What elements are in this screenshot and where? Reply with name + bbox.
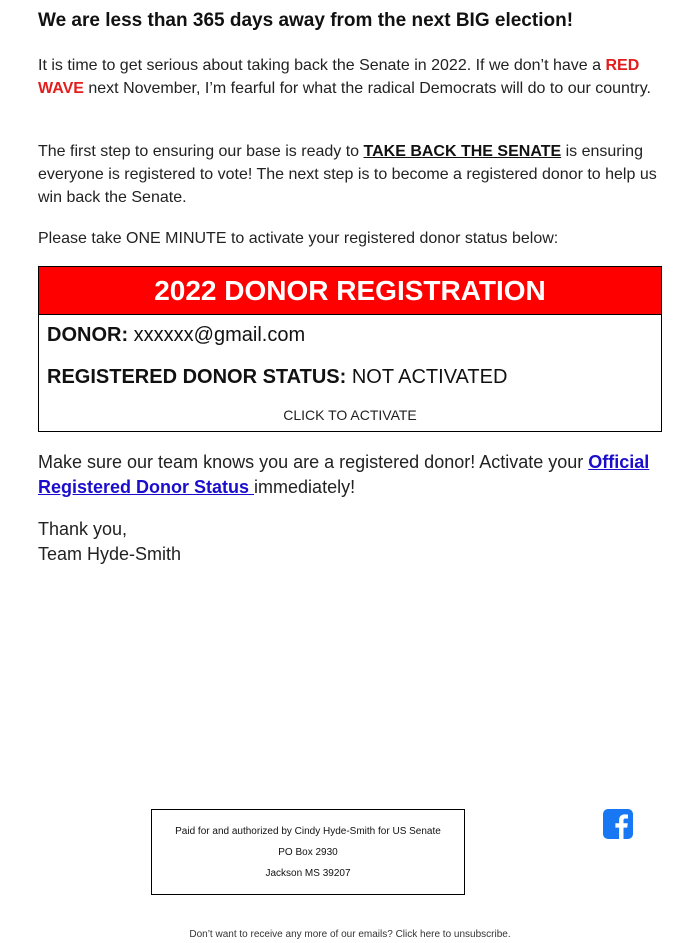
intro-text-start: It is time to get serious about taking back the Senate in 2022. If we don’t have a: [38, 57, 606, 74]
paid-for-text: Paid for and authorized by Cindy Hyde-Smith for US Senate: [175, 826, 441, 837]
unsubscribe-link[interactable]: Don’t want to receive any more of our emails? Click here to unsubscribe.: [189, 929, 511, 940]
red-wave-highlight: RED WAVE: [38, 57, 640, 97]
address-line-1: PO Box 2930: [278, 847, 338, 858]
donor-registration-title: 2022 DONOR REGISTRATION: [39, 267, 661, 315]
step-text-end: is ensuring everyone is registered to vote! The next step is to become a registered donor to help us win back the Senate.: [38, 143, 657, 206]
donor-status-label: REGISTERED DONOR STATUS:: [47, 366, 347, 388]
signoff: [38, 517, 181, 567]
step-text-start: The first step to ensuring our base is ready to: [38, 143, 364, 160]
donor-status-value: NOT ACTIVATED: [346, 366, 508, 388]
intro-text-end: next November, I’m fearful for what the radical Democrats will do to our country.: [83, 80, 651, 97]
donor-email-line: [47, 324, 305, 347]
activate-paragraph: [38, 450, 662, 500]
click-to-activate-link[interactable]: CLICK TO ACTIVATE: [283, 407, 417, 423]
signoff-team: Team Hyde-Smith: [38, 544, 182, 564]
official-donor-status-link[interactable]: Official Registered Donor Status: [38, 452, 650, 497]
address-line-2: Jackson MS 39207: [265, 868, 351, 879]
donor-email-value: xxxxxx@gmail.com: [128, 324, 306, 346]
headline: We are less than 365 days away from the next BIG election!: [38, 10, 574, 31]
activate-text-end: immediately!: [254, 477, 356, 497]
activate-text-start: Make sure our team knows you are a registered donor! Activate your: [38, 452, 589, 472]
step-paragraph: [38, 140, 658, 209]
paid-for-disclaimer-box: [151, 809, 465, 895]
donor-label: DONOR:: [47, 324, 129, 346]
facebook-icon[interactable]: [603, 809, 633, 839]
signoff-thanks: Thank you,: [38, 519, 128, 539]
one-minute-paragraph: Please take ONE MINUTE to activate your registered donor status below:: [38, 230, 559, 247]
donor-registration-box: [38, 266, 662, 432]
take-back-senate-highlight: TAKE BACK THE SENATE: [363, 143, 562, 160]
donor-status-line: [47, 366, 507, 389]
intro-paragraph: [38, 54, 658, 100]
